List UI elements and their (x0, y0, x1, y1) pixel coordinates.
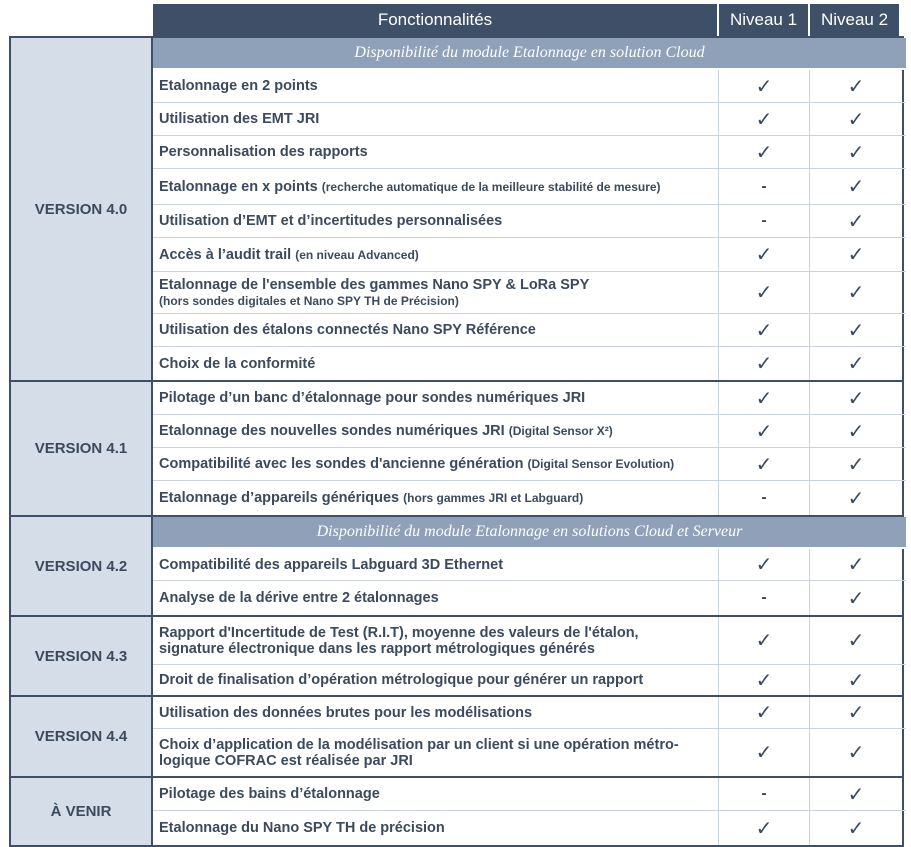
check-icon-level-2: ✓ (847, 319, 865, 342)
check-icon-level-2: ✓ (847, 176, 865, 198)
check-icon-level-2: ✓ (847, 587, 865, 610)
feature-row (153, 103, 906, 136)
feature-cell (153, 729, 719, 776)
feature-row (153, 136, 906, 169)
features-table (9, 4, 904, 847)
feature-line (159, 737, 712, 753)
check-icon-level-2: ✓ (847, 817, 865, 840)
feature-title: Etalonnage en 2 points (159, 78, 318, 94)
version-label: VERSION 4.2 (11, 517, 153, 615)
feature-cell (153, 347, 719, 380)
feature-row (153, 665, 906, 695)
check-icon-level-2: ✓ (847, 244, 865, 266)
feature-note: (Digital Sensor Evolution) (527, 457, 675, 471)
feature-line (159, 557, 712, 573)
feature-line (159, 390, 712, 406)
version-group (9, 36, 904, 382)
version-group (9, 617, 904, 697)
feature-cell (153, 169, 719, 204)
header-blank-cell (9, 4, 151, 36)
check-icon-level-2: ✓ (847, 630, 865, 652)
check-icon-level-2: ✓ (847, 669, 865, 692)
feature-row (153, 778, 906, 811)
feature-cell (153, 697, 719, 728)
header-level-1: Niveau 1 (717, 4, 808, 36)
check-icon-level-1: ✓ (719, 272, 810, 313)
feature-row (153, 729, 906, 776)
check-icon-level-2: ✓ (847, 210, 865, 233)
feature-rows (153, 517, 906, 615)
feature-title: Analyse de la dérive entre 2 étalonnages (159, 590, 439, 606)
feature-row (153, 314, 906, 347)
feature-line (159, 625, 712, 641)
feature-rows (153, 778, 906, 845)
feature-title: Utilisation d’EMT et d’incertitudes personnalisées (159, 213, 503, 229)
feature-cell (153, 70, 719, 102)
version-label: VERSION 4.4 (11, 697, 153, 776)
feature-title: Droit de finalisation d’opération métrologique pour générer un rapport (159, 672, 644, 688)
feature-row (153, 382, 906, 415)
version-group (9, 517, 904, 617)
feature-line (159, 786, 712, 802)
feature-title: Compatibilité avec les sondes d'ancienne génération (159, 456, 524, 472)
version-label: VERSION 4.1 (11, 382, 153, 515)
version-group (9, 382, 904, 517)
feature-line (159, 705, 712, 721)
check-icon-level-2: ✓ (847, 108, 865, 131)
feature-line (159, 247, 712, 263)
check-icon-level-2: ✓ (847, 282, 865, 304)
feature-title: Choix de la conformité (159, 355, 316, 372)
feature-rows (153, 697, 906, 776)
feature-cell (153, 136, 719, 168)
feature-row (153, 448, 906, 481)
feature-row (153, 811, 906, 845)
feature-title: Utilisation des données brutes pour les modélisations (159, 704, 533, 721)
check-icon-level-2: ✓ (847, 75, 865, 98)
feature-title: Utilisation des EMT JRI (159, 111, 320, 127)
feature-title: Pilotage d’un banc d’étalonnage pour sondes numériques JRI (159, 390, 586, 406)
feature-cell (153, 448, 719, 480)
feature-row (153, 415, 906, 448)
feature-rows (153, 38, 906, 380)
feature-cell (153, 481, 719, 515)
feature-title: Etalonnage du Nano SPY TH de précision (159, 820, 445, 836)
feature-title: Pilotage des bains d’étalonnage (159, 786, 380, 802)
check-icon-level-2: ✓ (847, 554, 865, 576)
dash-mark-level-1: - (719, 169, 810, 204)
feature-cell (153, 272, 719, 313)
feature-line (159, 423, 712, 439)
feature-row (153, 272, 906, 314)
feature-cell (153, 778, 719, 810)
feature-cell (153, 103, 719, 135)
feature-row (153, 697, 906, 729)
feature-title: Etalonnage de l'ensemble des gammes Nano SPY & LoRa SPY (159, 276, 590, 293)
check-icon-level-1: ✓ (719, 697, 810, 728)
feature-title: Utilisation des étalons connectés Nano SPY Référence (159, 322, 536, 338)
availability-band: Disponibilité du module Etalonnage en solutions Cloud et Serveur (153, 517, 906, 549)
dash-mark-level-1: - (719, 481, 810, 515)
check-icon-level-2: ✓ (847, 783, 865, 806)
table-header (9, 4, 904, 36)
header-features: Fonctionnalités (151, 4, 717, 36)
feature-cell (153, 811, 719, 845)
feature-line (159, 111, 712, 127)
feature-row (153, 581, 906, 615)
feature-cell (153, 549, 719, 580)
feature-line (159, 144, 712, 160)
feature-row (153, 169, 906, 205)
check-icon-level-1: ✓ (719, 617, 810, 664)
feature-cell (153, 665, 719, 695)
feature-line (159, 179, 712, 195)
version-groups (9, 36, 904, 847)
feature-row (153, 617, 906, 665)
check-icon-level-2: ✓ (847, 141, 865, 164)
check-icon-level-2: ✓ (847, 420, 865, 443)
feature-second-line: logique COFRAC est réalisée par JRI (159, 752, 413, 769)
check-icon-level-1: ✓ (719, 448, 810, 480)
dash-mark-level-1: - (719, 581, 810, 615)
feature-line (159, 590, 712, 606)
feature-rows (153, 382, 906, 515)
check-icon-level-2: ✓ (847, 387, 865, 410)
feature-cell (153, 205, 719, 237)
version-group (9, 778, 904, 847)
feature-line (159, 672, 712, 688)
check-icon-level-1: ✓ (719, 70, 810, 102)
feature-cell (153, 382, 719, 414)
feature-title: Etalonnage des nouvelles sondes numériques JRI (159, 423, 505, 439)
feature-note: (en niveau Advanced) (295, 247, 419, 262)
feature-row (153, 238, 906, 272)
check-icon-level-1: ✓ (719, 729, 810, 776)
check-icon-level-1: ✓ (719, 347, 810, 380)
feature-cell (153, 415, 719, 447)
version-label: VERSION 4.0 (11, 38, 153, 380)
feature-title: Compatibilité des appareils Labguard 3D Ethernet (159, 556, 504, 573)
version-label: VERSION 4.3 (11, 617, 153, 695)
feature-line (159, 356, 712, 372)
feature-note: (hors gammes JRI et Labguard) (403, 491, 584, 505)
feature-cell (153, 314, 719, 346)
feature-note: (Digital Sensor X²) (508, 424, 613, 438)
feature-title: Rapport d'Incertitude de Test (R.I.T), moyenne des valeurs de l'étalon, (159, 624, 639, 641)
check-icon-level-1: ✓ (719, 382, 810, 414)
check-icon-level-2: ✓ (847, 702, 865, 724)
header-level-2: Niveau 2 (808, 4, 899, 36)
feature-title: Etalonnage en x points (159, 178, 318, 195)
check-icon-level-1: ✓ (719, 238, 810, 271)
check-icon-level-1: ✓ (719, 314, 810, 346)
check-icon-level-1: ✓ (719, 136, 810, 168)
feature-second-line: (hors sondes digitales et Nano SPY TH de Précision) (159, 293, 459, 308)
feature-cell (153, 238, 719, 271)
version-label: À VENIR (11, 778, 153, 845)
check-icon-level-2: ✓ (847, 487, 865, 510)
feature-second-line: signature électronique dans les rapport métrologiques générés (159, 640, 595, 657)
feature-row (153, 70, 906, 103)
check-icon-level-2: ✓ (847, 742, 865, 764)
feature-cell (153, 617, 719, 664)
check-icon-level-1: ✓ (719, 665, 810, 695)
feature-title: Accès à l’audit trail (159, 246, 292, 263)
feature-title: Etalonnage d’appareils génériques (159, 490, 400, 506)
feature-line (159, 213, 712, 229)
feature-row (153, 347, 906, 380)
feature-rows (153, 617, 906, 695)
feature-line (159, 78, 712, 94)
feature-cell (153, 581, 719, 615)
version-group (9, 697, 904, 778)
feature-line (159, 277, 712, 293)
feature-note: (recherche automatique de la meilleure stabilité de mesure) (321, 179, 661, 194)
feature-line (159, 456, 712, 472)
feature-line (159, 490, 712, 506)
availability-band: Disponibilité du module Etalonnage en solution Cloud (153, 38, 906, 70)
feature-title: Personnalisation des rapports (159, 144, 368, 160)
check-icon-level-2: ✓ (847, 453, 865, 476)
feature-row (153, 481, 906, 515)
check-icon-level-2: ✓ (847, 353, 865, 375)
feature-title: Choix d’application de la modélisation par un client si une opération métro- (159, 736, 679, 753)
feature-row (153, 549, 906, 581)
check-icon-level-1: ✓ (719, 103, 810, 135)
dash-mark-level-1: - (719, 205, 810, 237)
feature-line (159, 820, 712, 836)
check-icon-level-1: ✓ (719, 549, 810, 580)
feature-line (159, 322, 712, 338)
feature-row (153, 205, 906, 238)
check-icon-level-1: ✓ (719, 415, 810, 447)
check-icon-level-1: ✓ (719, 811, 810, 845)
dash-mark-level-1: - (719, 778, 810, 810)
